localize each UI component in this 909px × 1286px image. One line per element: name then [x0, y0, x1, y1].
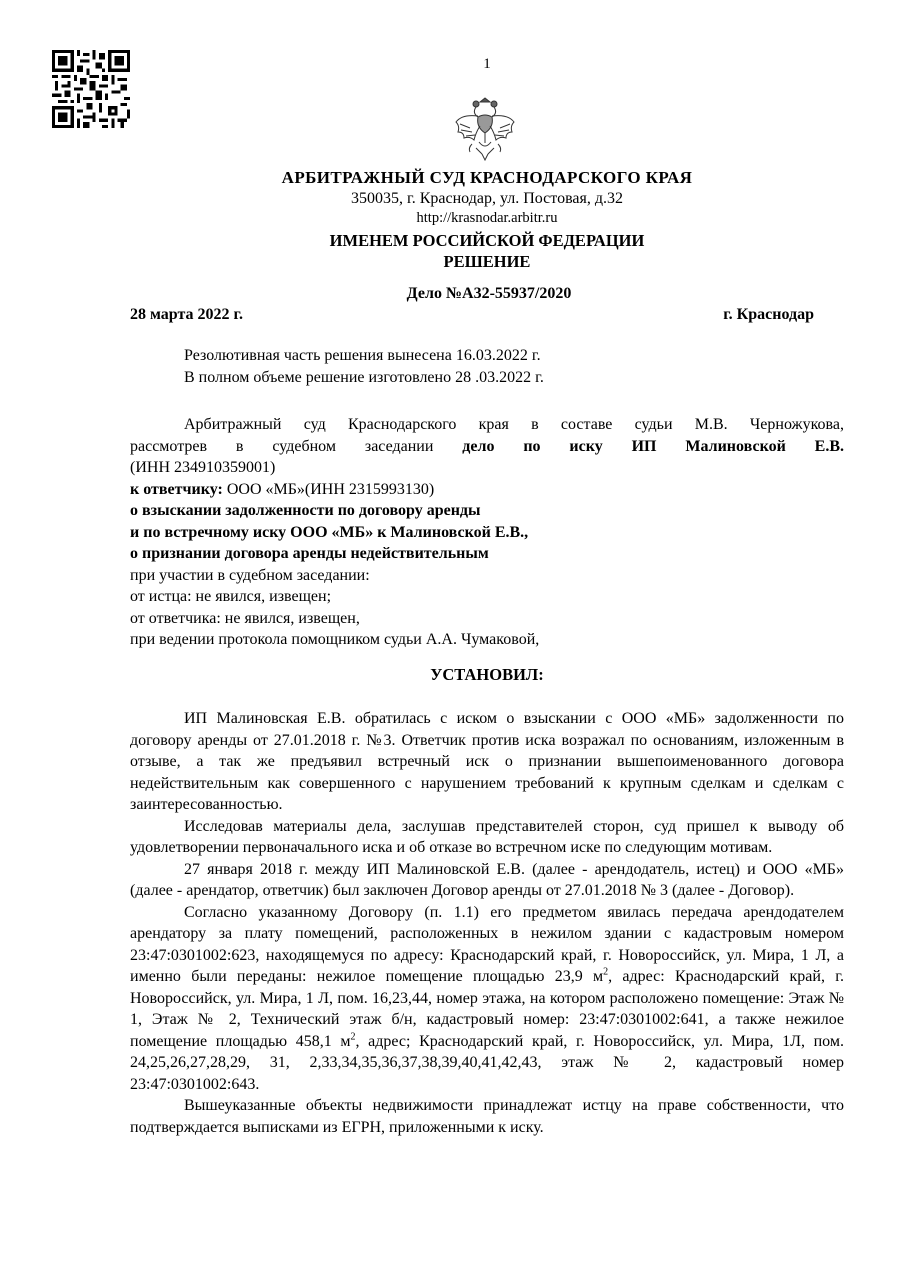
defendant-attendance: от ответчика: не явился, извещен,: [130, 609, 360, 627]
body-paragraph-2: Исследовав материалы дела, заслушав представителей сторон, суд пришел к выводу об удовлетворении первоначального иска и об отказе во встречном иске по следующим мотивам.: [130, 817, 844, 856]
date-city-line: [130, 306, 814, 324]
decision-date: 28 марта 2022 г.: [130, 306, 243, 323]
subject-line-1: о взыскании задолженности по договору аренды: [130, 502, 481, 519]
court-address: 350035, г. Краснодар, ул. Постовая, д.32: [350, 190, 624, 207]
protocol-line: при ведении протокола помощником судьи А.А. Чумаковой,: [130, 631, 540, 648]
body-paragraph-4b: , адрес: Краснодарский край, г. Новороссийск, ул. Мира, 1 Л, пом. 16,23,44, номер этажа, на котором расположено помещение: Этаж № 1, Этаж № 2, Технический этаж б/н, кадастровый номер: 23:47:0301002:641, а также нежилое помещение площадью 458,1 м: [130, 968, 844, 1050]
body-paragraph-4: [130, 902, 844, 1096]
court-website: http://krasnodar.arbitr.ru: [416, 210, 558, 226]
defendant-line: [130, 479, 844, 501]
body-paragraph-4c: , адрес; Краснодарский край, г. Новороссийск, ул. Мира, 1Л, пом. 24,25,26,27,28,29, 31, 2,33,34,35,36,37,38,39,40,41,42,43, этаж № 2, кадастровый номер 23:47:0301002:643.: [130, 1032, 844, 1093]
intro-line-2: [130, 436, 844, 458]
court-name: АРБИТРАЖНЫЙ СУД КРАСНОДАРСКОГО КРАЯ: [281, 168, 693, 187]
intro-line-2-bold: дело по иску ИП Малиновской Е.В.: [462, 437, 845, 455]
defendant-value: ООО «МБ»(ИНН 2315993130): [222, 480, 435, 498]
subject-line-2: и по встречному иску ООО «МБ» к Малиновской Е.В.,: [130, 523, 529, 541]
resolution-dates: [130, 345, 844, 388]
participation-line: при участии в судебном заседании:: [130, 566, 370, 584]
in-the-name-heading: ИМЕНЕМ РОССИЙСКОЙ ФЕДЕРАЦИИ: [329, 231, 645, 250]
body-paragraph-5: Вышеуказанные объекты недвижимости принадлежат истцу на праве собственности, что подтверждается выписками из ЕГРН, приложенными к иску.: [130, 1097, 844, 1136]
resolution-line-1: Резолютивная часть решения вынесена 16.03.2022 г.: [184, 347, 541, 364]
body-paragraph-3: 27 января 2018 г. между ИП Малиновской Е.В. (далее - арендодатель, истец) и ООО «МБ» (далее - арендатор, ответчик) был заключен Договор аренды от 27.01.2018 № 3 (далее - Договор).: [130, 860, 844, 899]
case-number: Дело №А32-55937/2020: [406, 285, 572, 302]
decision-city: г. Краснодар: [723, 306, 814, 323]
superscript-2: 2: [350, 1031, 356, 1043]
resolution-line-2: В полном объеме решение изготовлено 28 .03.2022 г.: [184, 368, 544, 386]
intro-line-1: Арбитражный суд Краснодарского края в составе судьи М.В. Черножукова,: [184, 416, 844, 433]
page-number: 1: [483, 56, 491, 72]
body-paragraph-4a: Согласно указанному Договору (п. 1.1) его предметом явилась передача арендодателем арендатору за плату помещений, расположенных в нежилом здании с кадастровым номером 23:47:0301002:623, находящемуся по адресу: Краснодарский край, г. Новороссийск, ул. Мира, 1 Л, а именно были переданы: нежилое помещение площадью 23,9 м: [130, 903, 844, 985]
plaintiff-inn: (ИНН 234910359001): [130, 459, 276, 476]
document-type-heading: РЕШЕНИЕ: [443, 252, 531, 271]
defendant-label: к ответчику:: [130, 480, 223, 498]
coat-of-arms-emblem: [452, 92, 518, 164]
superscript-2: 2: [603, 966, 609, 978]
body-paragraph-1: ИП Малиновская Е.В. обратилась с иском о взыскании с ООО «МБ» задолженности по договору аренды от 27.01.2018 г. №3. Ответчик против иска возражал по основаниям, изложенным в отзыве, а так же предъявил встречный иск о признании вышепоименованного договора недействительным как совершенного с нарушением требований к крупным сделкам и сделкам с заинтересованностью.: [130, 710, 844, 813]
plaintiff-attendance: от истца: не явился, извещен;: [130, 588, 332, 605]
intro-line-2-plain: рассмотрев в судебном заседании: [130, 437, 463, 455]
intro-section: [130, 414, 844, 651]
subject-line-3: о признании договора аренды недействительным: [130, 545, 489, 562]
established-heading: УСТАНОВИЛ:: [430, 665, 544, 684]
body-section: [130, 708, 844, 1138]
